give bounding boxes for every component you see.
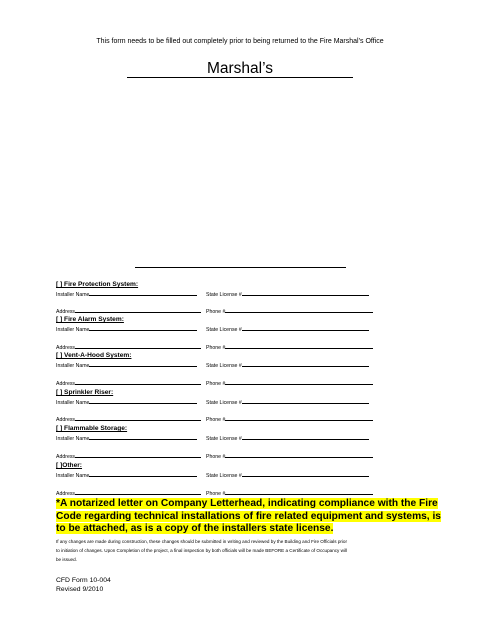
phone-label: Phone # [206, 454, 226, 460]
address-label: Address [56, 345, 76, 351]
phone-field-3[interactable] [206, 380, 373, 387]
notice-line-3: to be attached, as is a copy of the installers state license. [56, 523, 334, 534]
state-license-label: State License # [206, 473, 242, 479]
phone-label: Phone # [206, 309, 226, 315]
state-license-field-4[interactable] [206, 399, 369, 406]
state-license-field-6[interactable] [206, 472, 369, 479]
phone-field-5[interactable] [206, 453, 373, 460]
address-field-1[interactable] [56, 308, 201, 315]
notarized-letter-notice [56, 498, 441, 536]
phone-field-1[interactable] [206, 308, 373, 315]
address-field-3[interactable] [56, 380, 201, 387]
installer-name-field-4[interactable] [56, 399, 197, 406]
address-label: Address [56, 417, 76, 423]
installer-name-label: Installer Name [56, 363, 90, 369]
installer-name-field-3[interactable] [56, 362, 197, 369]
state-license-label: State License # [206, 327, 242, 333]
phone-field-2[interactable] [206, 344, 373, 351]
notice-line-2: Code regarding technical installations of fire related equipment and systems, is [56, 510, 441, 522]
state-license-label: State License # [206, 292, 242, 298]
phone-field-6[interactable] [206, 490, 373, 497]
section-vent-a-hood-heading[interactable]: [ ] Vent-A-Hood System: [56, 352, 132, 359]
address-label: Address [56, 454, 76, 460]
installer-name-label: Installer Name [56, 327, 90, 333]
phone-label: Phone # [206, 381, 226, 387]
address-field-6[interactable] [56, 490, 201, 497]
address-field-2[interactable] [56, 344, 201, 351]
installer-name-label: Installer Name [56, 473, 90, 479]
fine-print-line-2: to initiation of changes. Upon Completion of the project, a final inspection by both officials will be made BEFORE a Certificate of Occupancy will [56, 548, 348, 553]
phone-label: Phone # [206, 417, 226, 423]
section-fire-protection-heading[interactable]: [ ] Fire Protection System: [56, 281, 139, 288]
state-license-field-1[interactable] [206, 291, 369, 298]
address-label: Address [56, 309, 76, 315]
installer-name-label: Installer Name [56, 436, 90, 442]
section-flammable-storage-heading[interactable]: [ ] Flammable Storage: [56, 425, 128, 432]
fine-print-line-1: If any changes are made during construction, these changes should be submitted in writing and reviewed by the Building and Fire Officials prior [56, 539, 348, 544]
installer-name-field-5[interactable] [56, 435, 197, 442]
installer-name-label: Installer Name [56, 400, 90, 406]
signature-line [135, 267, 346, 268]
state-license-field-2[interactable] [206, 326, 369, 333]
header-note: This form needs to be filled out completely prior to being returned to the Fire Marshal’s Office [96, 38, 384, 45]
installer-name-field-2[interactable] [56, 326, 197, 333]
state-license-label: State License # [206, 400, 242, 406]
installer-name-field-6[interactable] [56, 472, 197, 479]
state-license-label: State License # [206, 363, 242, 369]
page-title: Marshal’s [127, 60, 353, 78]
phone-label: Phone # [206, 345, 226, 351]
address-field-4[interactable] [56, 416, 201, 423]
form-number: CFD Form 10-004 [56, 577, 111, 584]
address-label: Address [56, 381, 76, 387]
state-license-label: State License # [206, 436, 242, 442]
phone-label: Phone # [206, 491, 226, 497]
address-label: Address [56, 491, 76, 497]
installer-name-field-1[interactable] [56, 291, 197, 298]
installer-name-label: Installer Name [56, 292, 90, 298]
state-license-field-3[interactable] [206, 362, 369, 369]
section-fire-alarm-heading[interactable]: [ ] Fire Alarm System: [56, 316, 124, 323]
section-sprinkler-riser-heading[interactable]: [ ] Sprinkler Riser: [56, 389, 114, 396]
revision-date: Revised 9/2010 [56, 586, 104, 593]
state-license-field-5[interactable] [206, 435, 369, 442]
notice-line-1: *A notarized letter on Company Letterhead, indicating compliance with the Fire [56, 498, 438, 509]
phone-field-4[interactable] [206, 416, 373, 423]
address-field-5[interactable] [56, 453, 201, 460]
section-other-heading[interactable]: [ ]Other: [56, 462, 83, 469]
fine-print-line-3: be issued. [56, 557, 77, 562]
